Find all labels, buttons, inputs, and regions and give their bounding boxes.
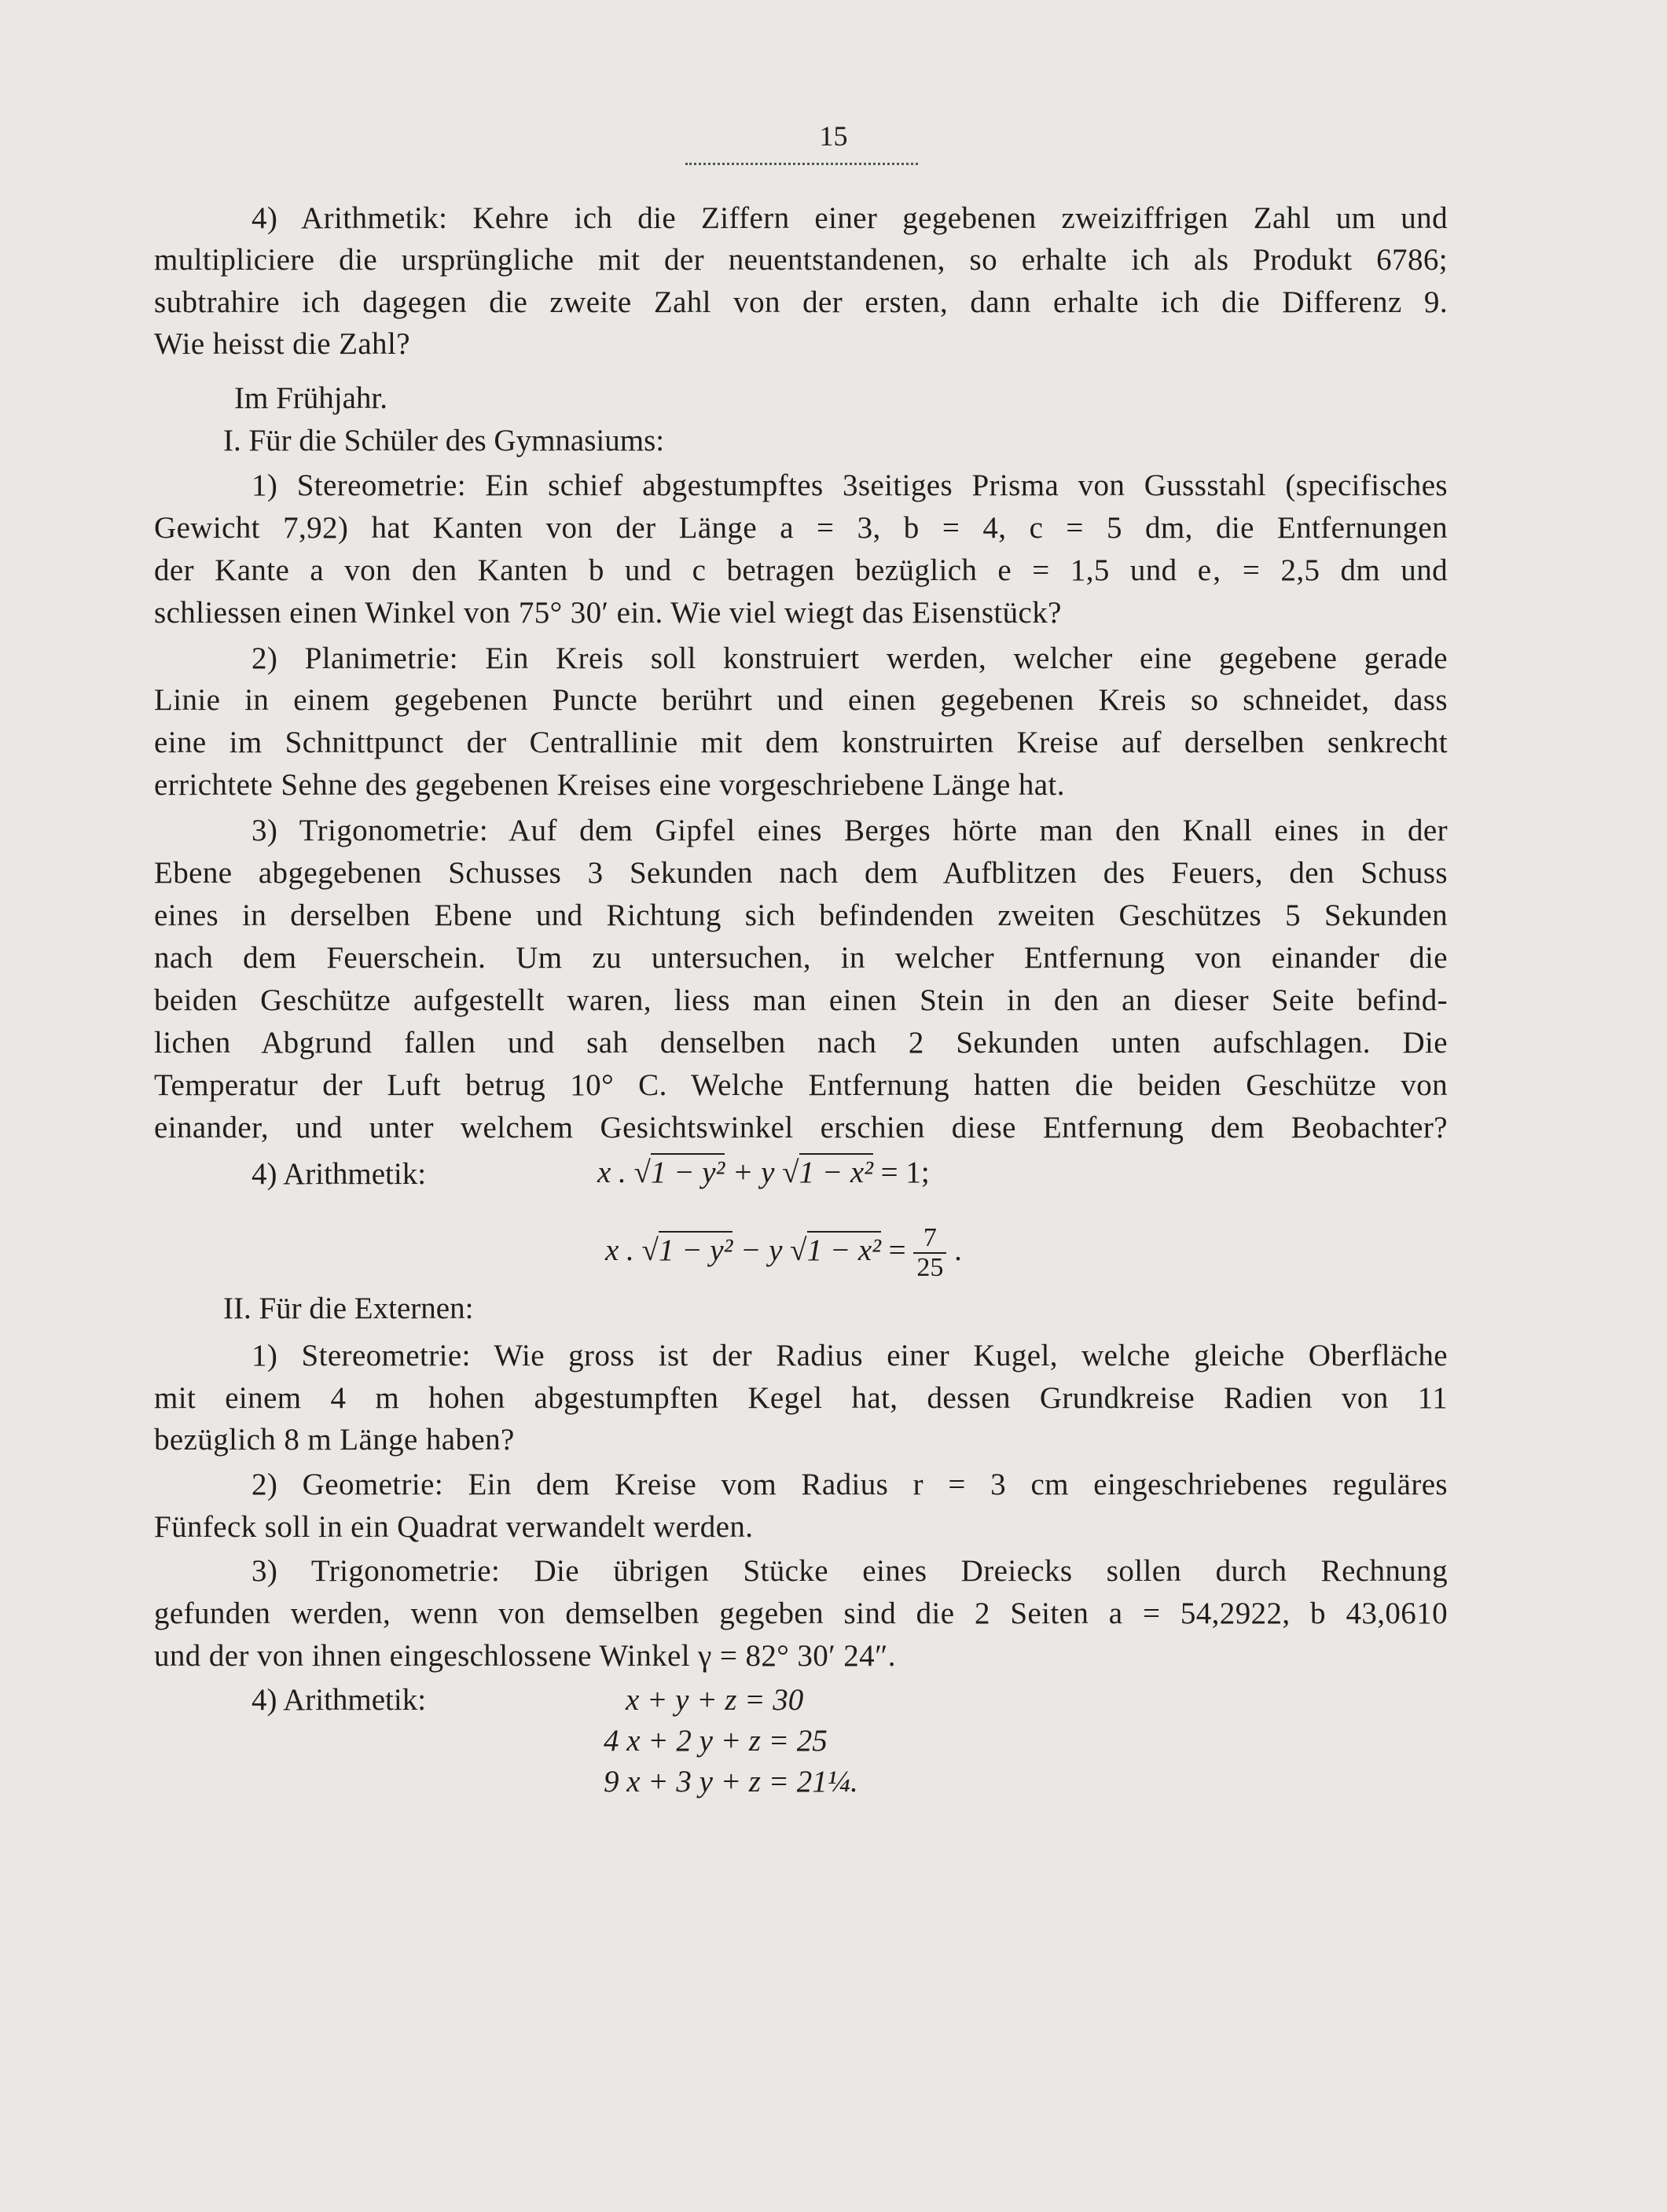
system-equation-2: 4 x + 2 y + z = 25 — [604, 1724, 828, 1758]
text-line: einander, und unter welchem Gesichtswinkel erschien diese Entfernung dem Beobachter? — [154, 1111, 1448, 1145]
fraction-numerator: 7 — [913, 1224, 946, 1254]
eq-term: x . √ — [597, 1156, 651, 1189]
eq-term: − y √ — [733, 1233, 807, 1267]
eq-term: + y √ — [725, 1156, 799, 1189]
text-line: eines in derselben Ebene und Richtung sich befindenden zweiten Geschützes 5 Sekunden — [154, 898, 1448, 932]
text-line: 1) Stereometrie: Wie gross ist der Radius einer Kugel, welche gleiche Oberfläche — [252, 1339, 1448, 1372]
eq-radicand: 1 − x² — [799, 1153, 873, 1189]
spring-heading: Im Frühjahr. — [234, 381, 387, 415]
text-line: errichtete Sehne des gegebenen Kreises eine vorgeschriebene Länge hat. — [154, 768, 1065, 802]
text-line: 3) Trigonometrie: Die übrigen Stücke eines Dreiecks sollen durch Rechnung — [252, 1554, 1448, 1588]
text-line: Ebene abgegebenen Schusses 3 Sekunden nach dem Aufblitzen des Feuers, den Schuss — [154, 856, 1448, 890]
fraction-denominator: 25 — [916, 1253, 944, 1282]
text-line: Fünfeck soll in ein Quadrat verwandelt werden. — [154, 1510, 754, 1544]
system-equation-1: x + y + z = 30 — [626, 1683, 804, 1717]
system-equation-3: 9 x + 3 y + z = 21¼. — [604, 1765, 858, 1799]
eq-term: x . √ — [605, 1233, 659, 1267]
text-line: subtrahire ich dagegen die zweite Zahl von der ersten, dann erhalte ich die Differenz 9. — [154, 285, 1448, 319]
text-line: nach dem Feuerschein. Um zu untersuchen, in welcher Entfernung von einander die — [154, 941, 1448, 975]
text-line: und der von ihnen eingeschlossene Winkel γ = 82° 30′ 24″. — [154, 1639, 896, 1673]
text-line: gefunden werden, wenn von demselben gegeben sind die 2 Seiten a = 54,2922, b 43,0610 — [154, 1597, 1448, 1630]
text-line: 1) Stereometrie: Ein schief abgestumpftes 3seitiges Prisma von Gussstahl (specifisches — [252, 468, 1448, 502]
eq-radicand: 1 − x² — [807, 1231, 881, 1267]
text-line: 2) Geometrie: Ein dem Kreise vom Radius r = 3 cm eingeschriebenes reguläres — [252, 1468, 1448, 1501]
text-line: der Kante a von den Kanten b und c betragen bezüglich e = 1,5 und e‚ = 2,5 dm und — [154, 553, 1448, 587]
eq-radicand: 1 − y² — [651, 1153, 725, 1189]
eq-radicand: 1 − y² — [659, 1231, 733, 1267]
externals-heading: II. Für die Externen: — [223, 1292, 474, 1325]
gymnasium-heading: I. Für die Schüler des Gymnasiums: — [223, 424, 665, 457]
text-line: 2) Planimetrie: Ein Kreis soll konstruiert werden, welcher eine gegebene gerade — [252, 641, 1448, 675]
text-line: schliessen einen Winkel von 75° 30′ ein. Wie viel wiegt das Eisenstück? — [154, 596, 1062, 630]
text-line: Wie heisst die Zahl? — [154, 327, 410, 361]
text-line: 4) Arithmetik: Kehre ich die Ziffern einer gegebenen zweiziffrigen Zahl um und — [252, 201, 1448, 235]
text-line: eine im Schnittpunct der Centrallinie mit dem konstruirten Kreise auf derselben senkrecht — [154, 726, 1448, 759]
text-line: Temperatur der Luft betrug 10° C. Welche Entfernung hatten die beiden Geschütze von — [154, 1068, 1448, 1102]
text-line: Gewicht 7,92) hat Kanten von der Länge a = 3, b = 4, c = 5 dm, die Entfernungen — [154, 511, 1448, 545]
text-line: 3) Trigonometrie: Auf dem Gipfel eines Berges hörte man den Knall eines in der — [252, 814, 1448, 847]
text-line: mit einem 4 m hohen abgestumpften Kegel hat, dessen Grundkreise Radien von 11 — [154, 1381, 1448, 1415]
text-line: bezüglich 8 m Länge haben? — [154, 1423, 515, 1457]
page-number: 15 — [819, 120, 848, 152]
problem-label: 4) Arithmetik: — [252, 1157, 427, 1191]
eq-rhs: = 1; — [872, 1156, 930, 1189]
problem-label: 4) Arithmetik: — [252, 1683, 427, 1717]
eq-equals: = — [880, 1233, 914, 1267]
eq-end: . — [946, 1233, 962, 1267]
text-line: lichen Abgrund fallen und sah denselben nach 2 Sekunden unten aufschlagen. Die — [154, 1026, 1448, 1060]
text-line: multipliciere die ursprüngliche mit der neuentstandenen, so erhalte ich als Produkt 6786; — [154, 243, 1448, 277]
text-line: beiden Geschütze aufgestellt waren, liess man einen Stein in den an dieser Seite befind- — [154, 983, 1448, 1017]
text-line: Linie in einem gegebenen Puncte berührt und einen gegebenen Kreis so schneidet, dass — [154, 683, 1448, 717]
